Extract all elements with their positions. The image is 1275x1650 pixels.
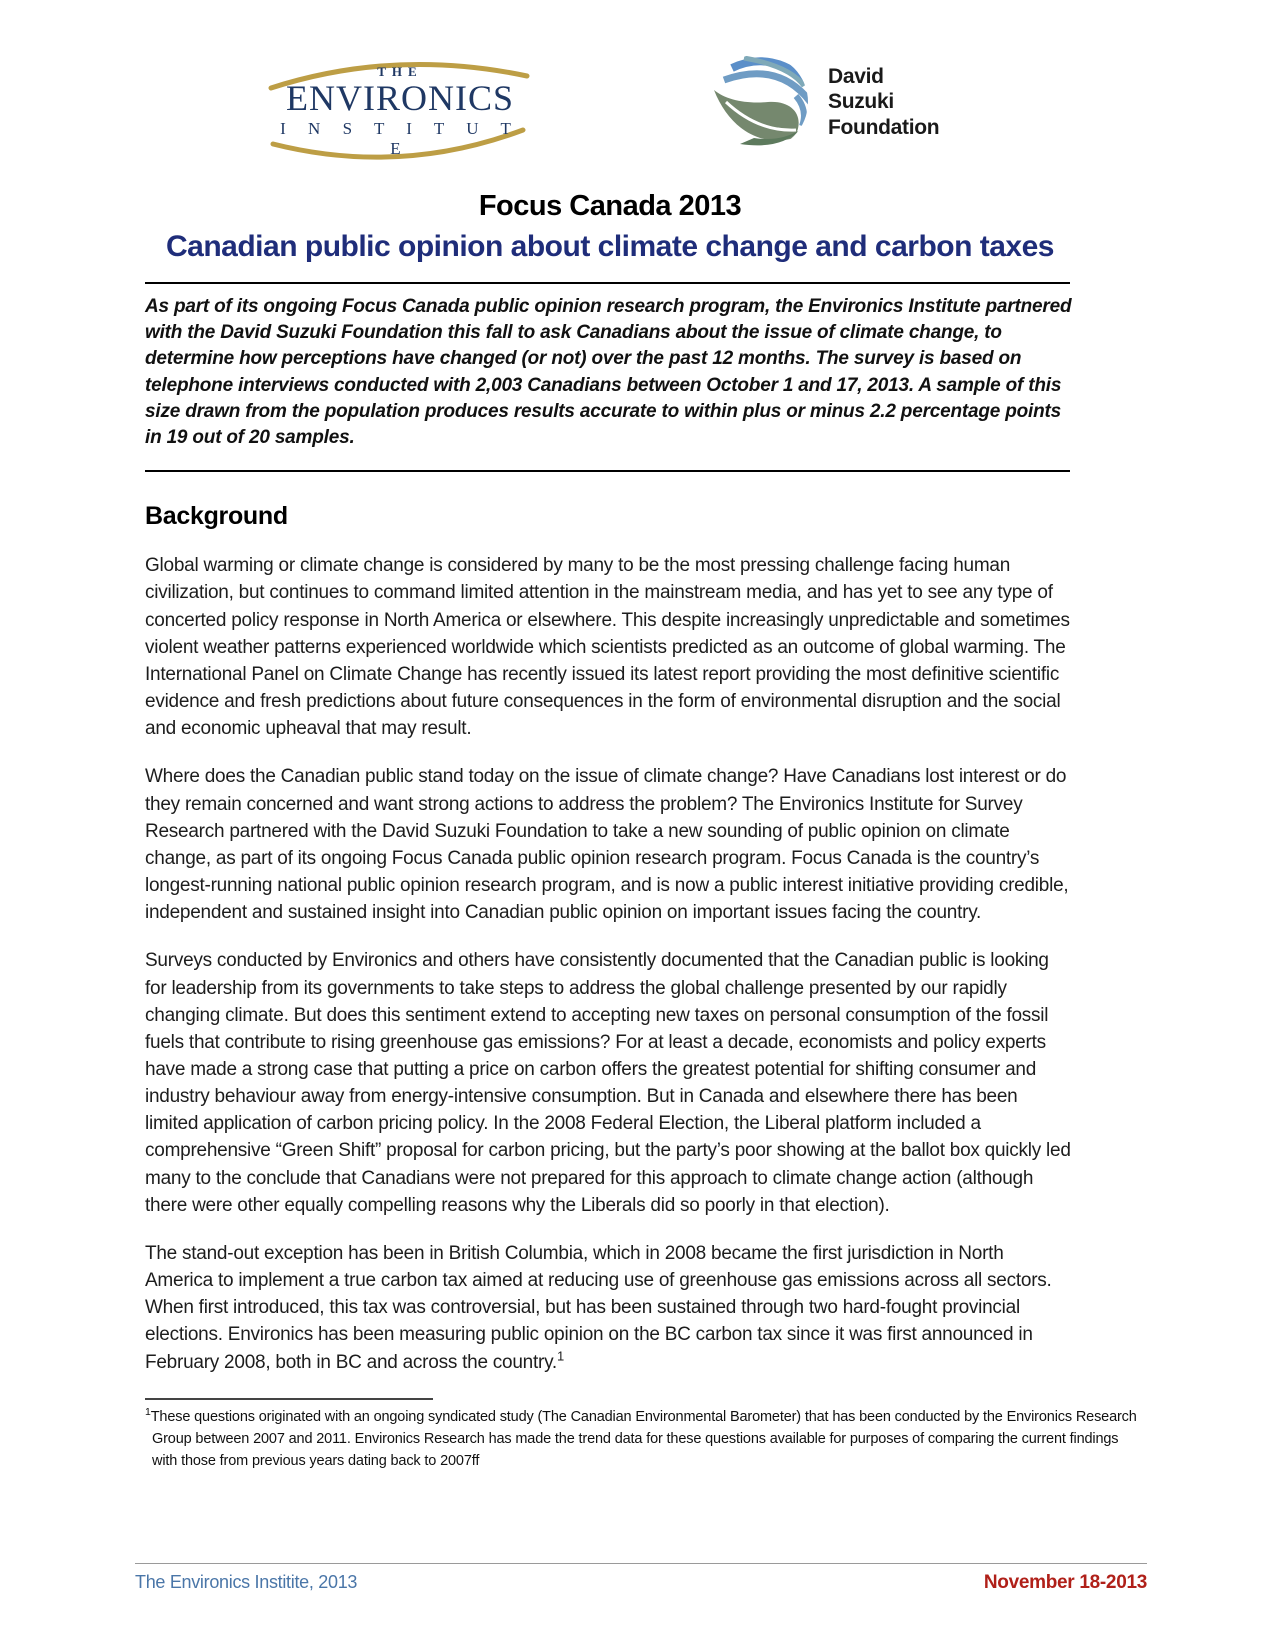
body-paragraph-1: Global warming or climate change is considered by many to be the most pressing challenge facing human civilization, but continues to command limited attention in the mainstream media, and has yet to see any type of concerted policy response in North America or elsewhere. This despite increasingly unpredictable and sometimes violent weather patterns experienced worldwide which scientists predicted as an outcome of global warming. The International Panel on Climate Change has recently issued its latest report providing the most definitive scientific evidence and fresh predictions about future consequences in the form of environmental disruption and the social and economic upheaval that may result.: [145, 555, 1070, 740]
footnote-divider: [145, 1398, 433, 1400]
dsf-logo-line3: Foundation: [828, 115, 940, 139]
body-paragraph-4-text: The stand-out exception has been in British Columbia, which in 2008 became the first jurisdiction in North America to implement a true carbon tax aimed at reducing use of greenhouse gas emissions across all sectors. When first introduced, this tax was controversial, but has been sustained through two hard-fought provincial elections. Environics has been measuring public opinion on the BC carbon tax since it was first announced in February 2008, both in BC and across the country.: [145, 1242, 1052, 1373]
dsf-globe-icon: [710, 52, 810, 152]
environics-logo-text: [265, 52, 535, 159]
page-title: Focus Canada 2013: [478, 190, 742, 222]
footer-publisher: The Environics Institite, 2013: [135, 1572, 358, 1592]
environics-logo: [265, 52, 535, 170]
david-suzuki-foundation-logo: [710, 52, 939, 152]
environics-logo-name: ENVIRONICS: [285, 78, 514, 118]
intro-paragraph: As part of its ongoing Focus Canada public opinion research program, the Environics Institute partnered with the David Suzuki Foundation this fall to ask Canadians about the issue of climate change, to determine how perceptions have changed (or not) over the past 12 months. The survey is based on telephone interviews conducted with 2,003 Canadians between October 1 and 17, 2013. A sample of this size drawn from the population produces results accurate to within plus or minus 2.2 percentage points in 19 out of 20 samples.: [145, 296, 1072, 449]
footnote-body: These questions originated with an ongoing syndicated study (The Canadian Environmental Barometer) that has been conducted by the Environics Research Group between 2007 and 2011. Environics Research has made the trend data for these questions available for purposes of comparing the current findings with those from previous years dating back to 2007ff: [150, 1409, 1137, 1469]
intro-divider: [145, 470, 1070, 472]
header-logos: [0, 0, 1275, 186]
page-footer: [135, 1563, 1147, 1594]
footnote-block: [145, 1398, 1147, 1487]
footnote-marker: 1: [145, 1406, 151, 1419]
body-paragraph-2: Where does the Canadian public stand today on the issue of climate change? Have Canadians lost interest or do they remain concerned and want strong actions to address the problem? The Environics Institute for Survey Research partnered with the David Suzuki Foundation to take a new sounding of public opinion on climate change, as part of its ongoing Focus Canada public opinion research program. Focus Canada is the country’s longest-running national public opinion research program, and is now a public interest initiative providing credible, independent and sustained insight into Canadian public opinion on important issues facing the country.: [145, 766, 1069, 924]
page-subtitle: Canadian public opinion about climate change and carbon taxes: [166, 230, 1054, 263]
background-heading: Background: [145, 502, 288, 531]
dsf-logo-line2: Suzuki: [828, 90, 894, 114]
document-body: [145, 190, 1075, 1376]
environics-logo-the: THE: [377, 64, 423, 79]
environics-logo-institute: I N S T I T U T E: [280, 118, 520, 158]
body-paragraph-3: Surveys conducted by Environics and others have consistently documented that the Canadian public is looking for leadership from its governments to take steps to address the global challenge presented by our rapidly changing climate. But does this sentiment extend to accepting new taxes on personal consumption of the fossil fuels that contribute to rising greenhouse gas emissions? For at least a decade, economists and policy experts have made a strong case that putting a price on carbon offers the greatest potential for shifting consumer and industry behaviour away from energy-intensive consumption. But in Canada and elsewhere there has been limited application of carbon pricing policy. In the 2008 Federal Election, the Liberal platform included a comprehensive “Green Shift” proposal for carbon pricing, but the party’s poor showing at the ballot box quickly led many to the conclude that Canadians were not prepared for this approach to climate change action (although there were other equally compelling reasons why the Liberals did so poorly in that election).: [145, 950, 1071, 1216]
footnote-text: [145, 1407, 1147, 1472]
title-divider: [145, 282, 1070, 284]
footnote-reference: 1: [556, 1348, 564, 1364]
footer-date: November 18-2013: [983, 1572, 1147, 1593]
dsf-logo-text: [828, 64, 939, 141]
body-paragraph-4: [145, 1240, 1075, 1376]
dsf-logo-line1: David: [828, 64, 884, 88]
